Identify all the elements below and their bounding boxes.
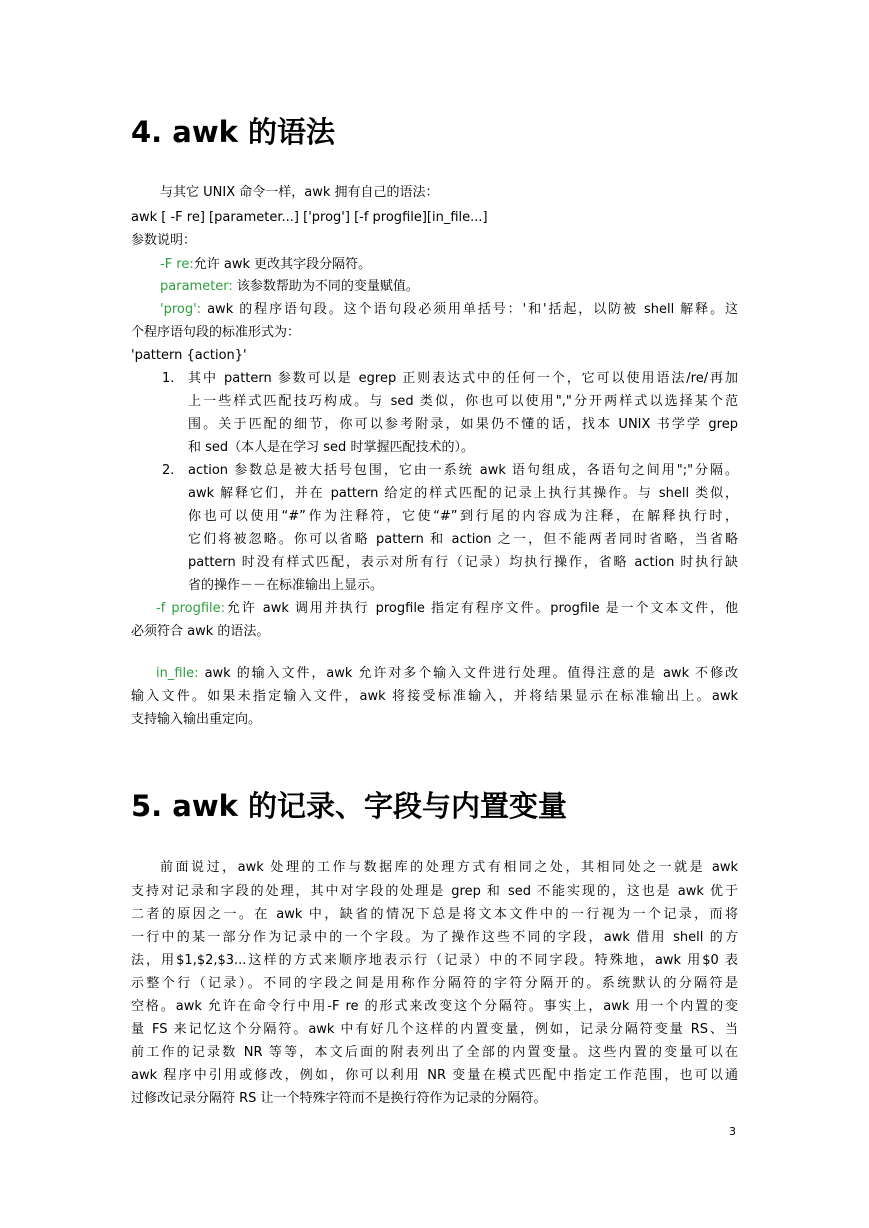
page-number: 3 xyxy=(729,1125,736,1138)
param-in-file xyxy=(156,664,738,684)
param-term: 'prog': xyxy=(160,302,202,317)
list-item-line: awk 解释它们，并在 pattern 给定的样式匹配的记录上执行其操作。与 shell 类似， xyxy=(188,486,738,501)
params-label: 参数说明： xyxy=(131,233,197,248)
param-term: in_file: xyxy=(156,666,199,681)
param-term: -F re: xyxy=(160,257,194,272)
paragraph-line: 二者的原因之一。在 awk 中，缺省的情况下总是将文本文件中的一行视为一个记录，而将 xyxy=(131,907,738,922)
list-item-line: action 参数总是被大括号包围，它由一系统 awk 语句组成，各语句之间用";"分隔。 xyxy=(188,463,738,478)
paragraph-line: 空格。awk 允许在命令行中用-F re 的形式来改变这个分隔符。事实上，awk 用一个内置的变 xyxy=(131,999,738,1014)
param-in-file-cont: 输入文件。如果未指定输入文件，awk 将接受标准输入，并将结果显示在标准输出上。awk xyxy=(131,689,738,704)
param-desc: awk 的输入文件，awk 允许对多个输入文件进行处理。值得注意的是 awk 不修改 xyxy=(198,666,738,681)
syntax-line: awk [ -F re] [parameter...] ['prog'] [-f progfile][in_file...] xyxy=(131,210,488,225)
section-5-heading: 5. awk 的记录、字段与内置变量 xyxy=(131,789,568,823)
param-progfile xyxy=(156,599,738,619)
list-item-line: pattern 时没有样式匹配，表示对所有行（记录）均执行操作，省略 action 时执行缺 xyxy=(188,555,738,570)
param-term: parameter: xyxy=(160,279,233,294)
pattern-form: 'pattern {action}' xyxy=(131,348,247,363)
list-item-line: 它们将被忽略。你可以省略 pattern 和 action 之一，但不能两者同时省略，当省略 xyxy=(188,532,738,547)
param-progfile-cont: 必须符合 awk 的语法。 xyxy=(131,624,270,639)
param-desc: 允许 awk 更改其字段分隔符。 xyxy=(193,257,372,272)
paragraph-line: 法，用$1,$2,$3...这样的方式来顺序地表示行（记录）中的不同字段。特殊地，awk 用$0 表 xyxy=(131,953,738,968)
list-item-line: 和 sed（本人是在学习 sed 时掌握匹配技术的）。 xyxy=(188,440,474,455)
paragraph-line: 示整个行（记录）。不同的字段之间是用称作分隔符的字符分隔开的。系统默认的分隔符是 xyxy=(131,976,738,991)
paragraph-line: 前工作的记录数 NR 等等，本文后面的附表列出了全部的内置变量。这些内置的变量可以在 xyxy=(131,1045,738,1060)
list-marker: 1. xyxy=(162,371,175,386)
param-desc: 该参数帮助为不同的变量赋值。 xyxy=(232,279,419,294)
paragraph-line: 一行中的某一部分作为记录中的一个字段。为了操作这些不同的字段，awk 借用 shell 的方 xyxy=(131,930,738,945)
paragraph-line: 前面说过，awk 处理的工作与数据库的处理方式有相同之处，其相同处之一就是 awk xyxy=(160,860,738,875)
paragraph-line: awk 程序中引用或修改，例如，你可以利用 NR 变量在模式匹配中指定工作范围，也可以通 xyxy=(131,1068,738,1083)
syntax-intro: 与其它 UNIX 命令一样，awk 拥有自己的语法： xyxy=(160,185,439,200)
param-prog xyxy=(160,300,738,320)
list-item-line: 上一些样式匹配技巧构成。与 sed 类似，你也可以使用","分开两样式以选择某个范 xyxy=(188,394,738,409)
list-marker: 2. xyxy=(162,463,175,478)
section-4-heading: 4. awk 的语法 xyxy=(131,115,336,149)
param-desc: 允许 awk 调用并执行 progfile 指定有程序文件。progfile 是一个文本文件，他 xyxy=(225,601,738,616)
param-term: -f progfile: xyxy=(156,601,226,616)
paragraph-line: 量 FS 来记忆这个分隔符。awk 中有好几个这样的内置变量，例如，记录分隔符变量 RS、当 xyxy=(131,1022,738,1037)
param-f-re xyxy=(160,255,371,275)
param-in-file-cont: 支持输入输出重定向。 xyxy=(131,712,262,727)
param-parameter xyxy=(160,277,419,297)
param-prog-cont: 个程序语句段的标准形式为： xyxy=(131,325,301,340)
paragraph-line: 支持对记录和字段的处理，其中对字段的处理是 grep 和 sed 不能实现的，这也是 awk 优于 xyxy=(131,884,738,899)
list-item-line: 其中 pattern 参数可以是 egrep 正则表达式中的任何一个，它可以使用语法/re/再加 xyxy=(188,371,738,386)
paragraph-line: 过修改记录分隔符 RS 让一个特殊字符而不是换行符作为记录的分隔符。 xyxy=(131,1091,547,1106)
list-item-line: 你也可以使用“#”作为注释符，它使“#”到行尾的内容成为注释，在解释执行时， xyxy=(188,509,738,524)
list-item-line: 围。关于匹配的细节，你可以参考附录，如果仍不懂的话，找本 UNIX 书学学 grep xyxy=(188,417,738,432)
param-desc: awk 的程序语句段。这个语句段必须用单括号：'和'括起，以防被 shell 解释。这 xyxy=(201,302,738,317)
list-item-line: 省的操作－－在标准输出上显示。 xyxy=(188,578,384,593)
